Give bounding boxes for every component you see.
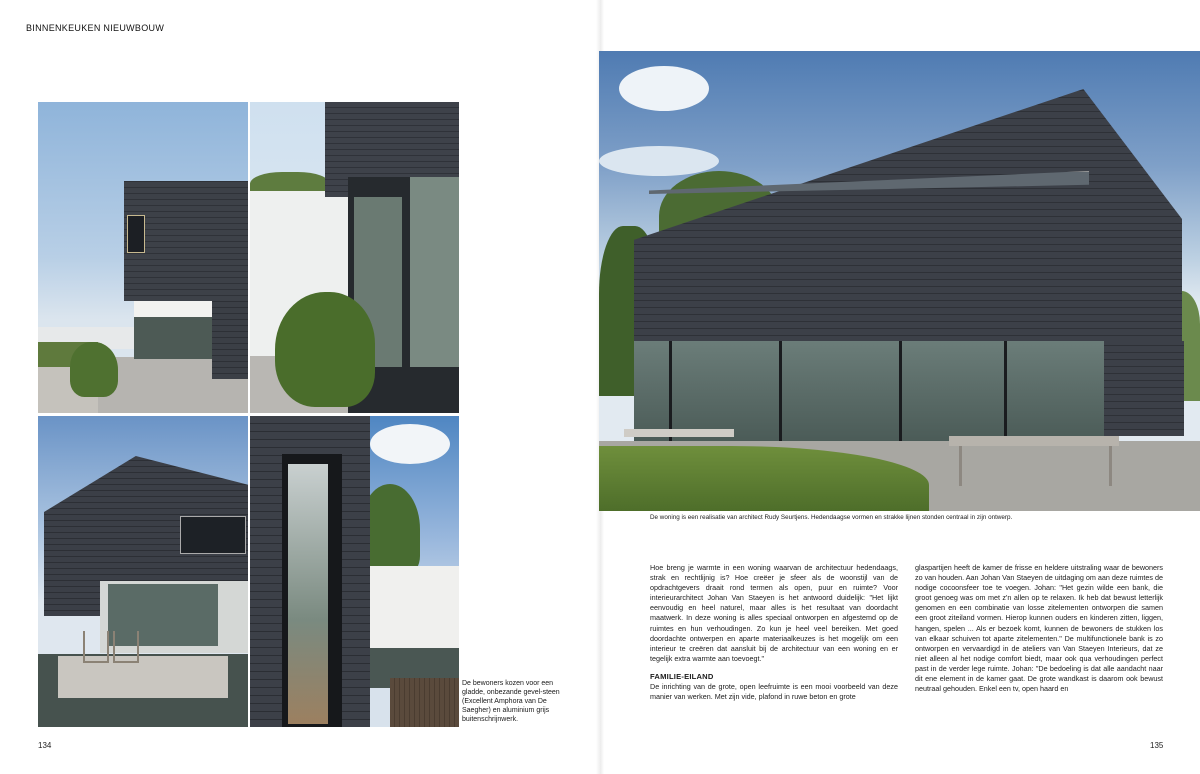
section-label: BINNENKEUKEN NIEUWBOUW (26, 23, 165, 33)
article-subheading: FAMILIE-EILAND (650, 671, 714, 681)
photo-main-view (599, 51, 1200, 511)
photo-pool-terrace (38, 416, 248, 727)
photo-glass-corner (250, 102, 459, 413)
article-paragraph: Hoe breng je warmte in een woning waarvan de architectuur hedendaags, strak en rechtlijnig is? Hoe creëer je sfeer als de woonstijl van de opdrachtgevers draait rond termen als open, puur en ruimte? Voor interieurarchitect Johan Van Staeyen is het antwoord duidelijk: "Het lijkt eenvoudig en heel naturel, maar alles is het resultaat van doordacht maatwerk. In deze woning is alles speciaal ontworpen en afgestemd op de ruimtes en hun verhoudingen. Zo kun je heel veel bereiken. Met goed doordachte ontwerpen en aparte materiaalkeuzes is het mogelijk om een interieur te creëren dat aansluit bij de architectuur van een woning en er tegelijk extra warmte aan toevoegt." (650, 563, 898, 663)
photo-facade-overhang (38, 102, 248, 413)
photo-window-column (250, 416, 459, 727)
article-paragraph: glaspartijen heeft de kamer de frisse en heldere uitstraling waar de bewoners zo van houden. Aan Johan Van Staeyen de uitdaging om aan deze ruimtes de nodige cocoonsfeer toe te voegen. Johan: "Het gezin wilde een bank, die groot genoeg was om met z'n allen op te relaxen. Ik heb dat bewust letterlijk genomen en een combinatie van losse zitelementen ontworpen die samen een groot ziteiland vormen. Hierop kunnen ouders en kinderen zitten, liggen, hangen, spelen ... Als er bezoek komt, kunnen de bewoners de stukken los van elkaar schuiven tot aparte zitelementen." De multifunctionele bank is zo ontworpen en vervaardigd in de ateliers van Van Staeyen Interieurs, dat ze niet alleen al het nodige comfort biedt, maar ook qua verhoudingen perfect past in de verder lege ruimte. Johan: "De bedoeling is dat alle aandacht naar dit ene element in de kamer gaat. De grote wandkast is daarom ook bewust neutraal gehouden. Enkel een tv, open haard en (915, 563, 1164, 694)
page-number-left: 134 (38, 741, 52, 750)
article-column-1 (650, 563, 898, 702)
article-column-2 (915, 563, 1163, 694)
page-number-right: 135 (1150, 741, 1164, 750)
main-caption: De woning is een realisatie van architect Rudy Seurtjens. Hedendaagse vormen en strakke lijnen stonden centraal in zijn ontwerp. (650, 514, 1013, 521)
side-caption: De bewoners kozen voor een gladde, onbezande gevel-steen (Excellent Amphora van De Saegher) en aluminium grijs buitenschrijnwerk. (462, 680, 560, 723)
article-paragraph: De inrichting van de grote, open leefruimte is een mooi voorbeeld van deze manier van werken. Met zijn vide, plafond in ruwe beton en grote (650, 682, 898, 702)
